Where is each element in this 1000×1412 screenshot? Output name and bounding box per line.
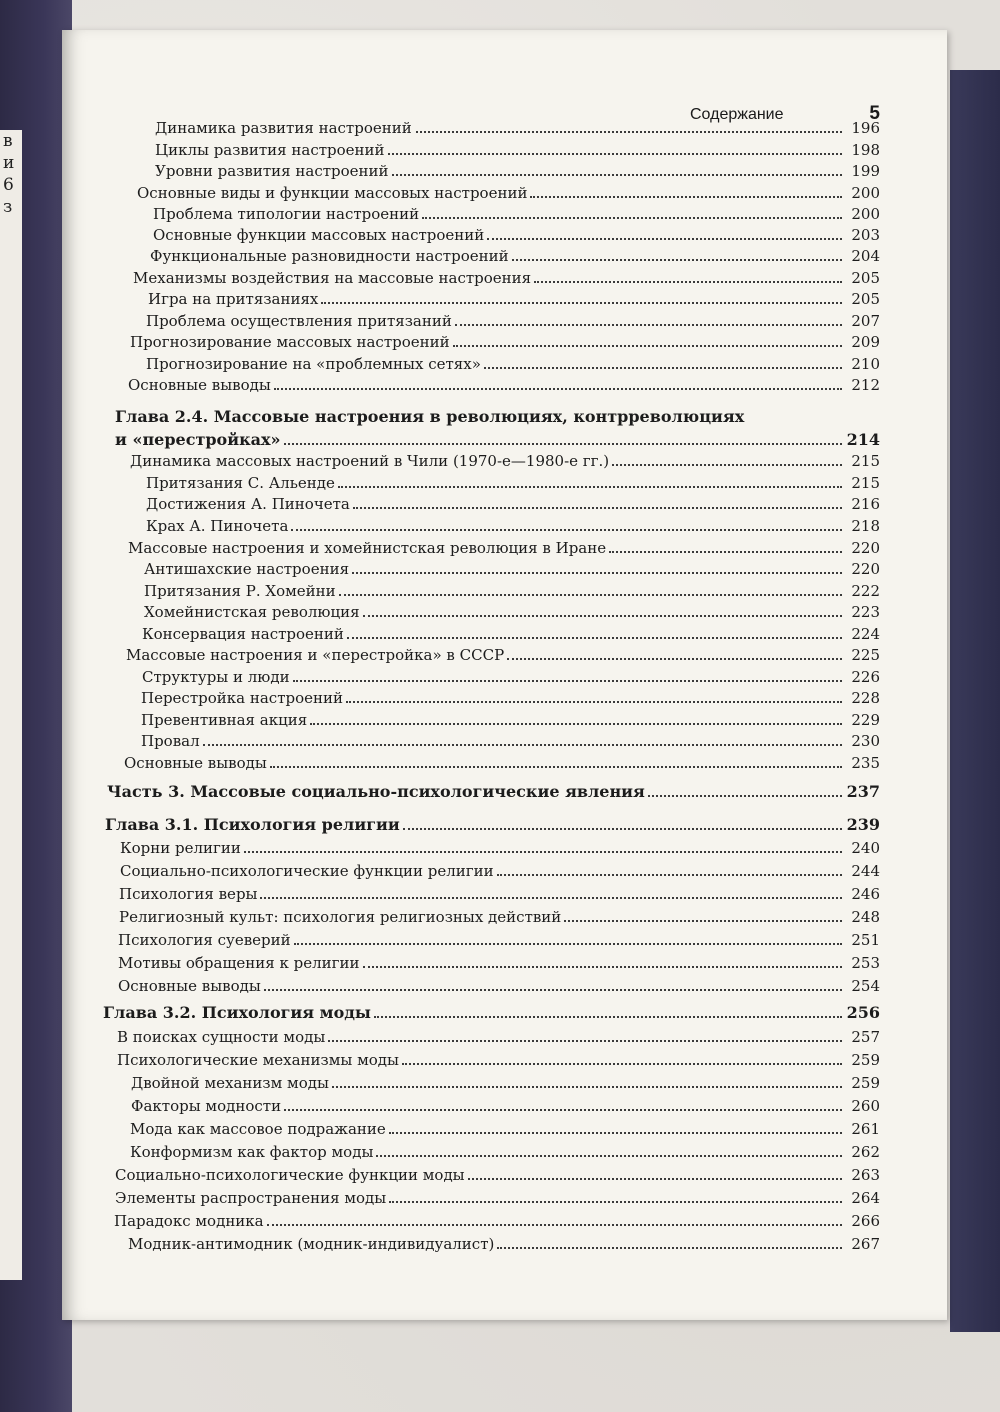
toc-entry: Функциональные разновидности настроений 204 — [150, 247, 880, 265]
toc-entry: Проблема типологии настроений 200 — [153, 205, 880, 223]
toc-entry: Динамика развития настроений — [155, 119, 412, 137]
toc-chapter-entry: Глава 3.1. Психология религии 239 — [105, 815, 880, 834]
toc-entry: Социально-психологические функции религии 244 — [120, 862, 880, 880]
toc-entry: Прогнозирование на «проблемных сетях» 210 — [146, 355, 880, 373]
prev-page-letter: з — [3, 197, 13, 217]
toc-entry: Двойной механизм моды 259 — [131, 1074, 880, 1092]
toc-entry: Превентивная акция 229 — [141, 711, 880, 729]
toc-entry: Структуры и люди 226 — [142, 668, 880, 686]
toc-entry: Основные выводы 235 — [124, 754, 880, 772]
toc-entry: Парадокс модника 266 — [114, 1212, 880, 1230]
toc-entry: Достижения А. Пиночета 216 — [146, 495, 880, 513]
toc-entry: Провал 230 — [141, 732, 880, 750]
toc-entry: Механизмы воздействия на массовые настроения 205 — [133, 269, 880, 287]
toc-part-entry: Часть 3. Массовые социально-психологические явления 237 — [107, 782, 880, 801]
toc-entry: Динамика массовых настроений в Чили (1970-е—1980-е гг.) 215 — [130, 452, 880, 470]
toc-entry: Циклы развития настроений 198 — [155, 141, 880, 159]
toc-chapter-entry: Глава 3.2. Психология моды 256 — [103, 1003, 880, 1022]
toc-entry: Основные выводы 212 — [128, 376, 880, 394]
toc-entry: Проблема осуществления притязаний 207 — [146, 312, 880, 330]
toc-entry: Конформизм как фактор моды 262 — [130, 1143, 880, 1161]
toc-chapter-heading: Глава 2.4. Массовые настроения в революциях, контрреволюциях — [115, 407, 745, 426]
toc-entry: Мода как массовое подражание 261 — [130, 1120, 880, 1138]
toc-entry: Притязания Р. Хомейни 222 — [144, 582, 880, 600]
toc-entry: 196 — [413, 119, 880, 137]
toc-entry: Психологические механизмы моды 259 — [117, 1051, 880, 1069]
toc-entry: Антишахские настроения 220 — [144, 560, 880, 578]
toc-entry: Основные выводы 254 — [118, 977, 880, 995]
section-title: Содержание — [690, 106, 784, 123]
toc-entry: Консервация настроений 224 — [142, 625, 880, 643]
toc-entry: Психология суеверий 251 — [118, 931, 880, 949]
toc-entry: Уровни развития настроений 199 — [155, 162, 880, 180]
prev-page-letter: и — [3, 153, 15, 173]
toc-entry: Корни религии 240 — [120, 839, 880, 857]
toc-entry: Перестройка настроений 228 — [141, 689, 880, 707]
toc-entry: Игра на притязаниях 205 — [148, 290, 880, 308]
toc-entry: Прогнозирование массовых настроений 209 — [130, 333, 880, 351]
toc-entry: Массовые настроения и хомейнистская революция в Иране 220 — [128, 539, 880, 557]
prev-page-letter: в — [3, 131, 13, 151]
prev-page-letter: 6 — [3, 175, 14, 195]
toc-entry: Религиозный культ: психология религиозных действий 248 — [119, 908, 880, 926]
toc-entry: Факторы модности 260 — [131, 1097, 880, 1115]
toc-entry: Хомейнистская революция 223 — [144, 603, 880, 621]
page-number: 5 — [869, 103, 880, 124]
toc-entry: В поисках сущности моды 257 — [117, 1028, 880, 1046]
toc-entry: Мотивы обращения к религии 253 — [118, 954, 880, 972]
toc-entry: Элементы распространения моды 264 — [115, 1189, 880, 1207]
toc-entry: Основные функции массовых настроений 203 — [153, 226, 880, 244]
toc-entry: Массовые настроения и «перестройка» в СССР 225 — [126, 646, 880, 664]
toc-chapter-entry: и «перестройках» 214 — [115, 430, 880, 449]
toc-entry: Крах А. Пиночета 218 — [146, 517, 880, 535]
toc-entry: Притязания С. Альенде 215 — [146, 474, 880, 492]
toc-entry: Психология веры 246 — [119, 885, 880, 903]
toc-entry: Социально-психологические функции моды 263 — [115, 1166, 880, 1184]
toc-entry: Модник-антимодник (модник-индивидуалист) 267 — [128, 1235, 880, 1253]
toc-entry: Основные виды и функции массовых настроений 200 — [137, 184, 880, 202]
